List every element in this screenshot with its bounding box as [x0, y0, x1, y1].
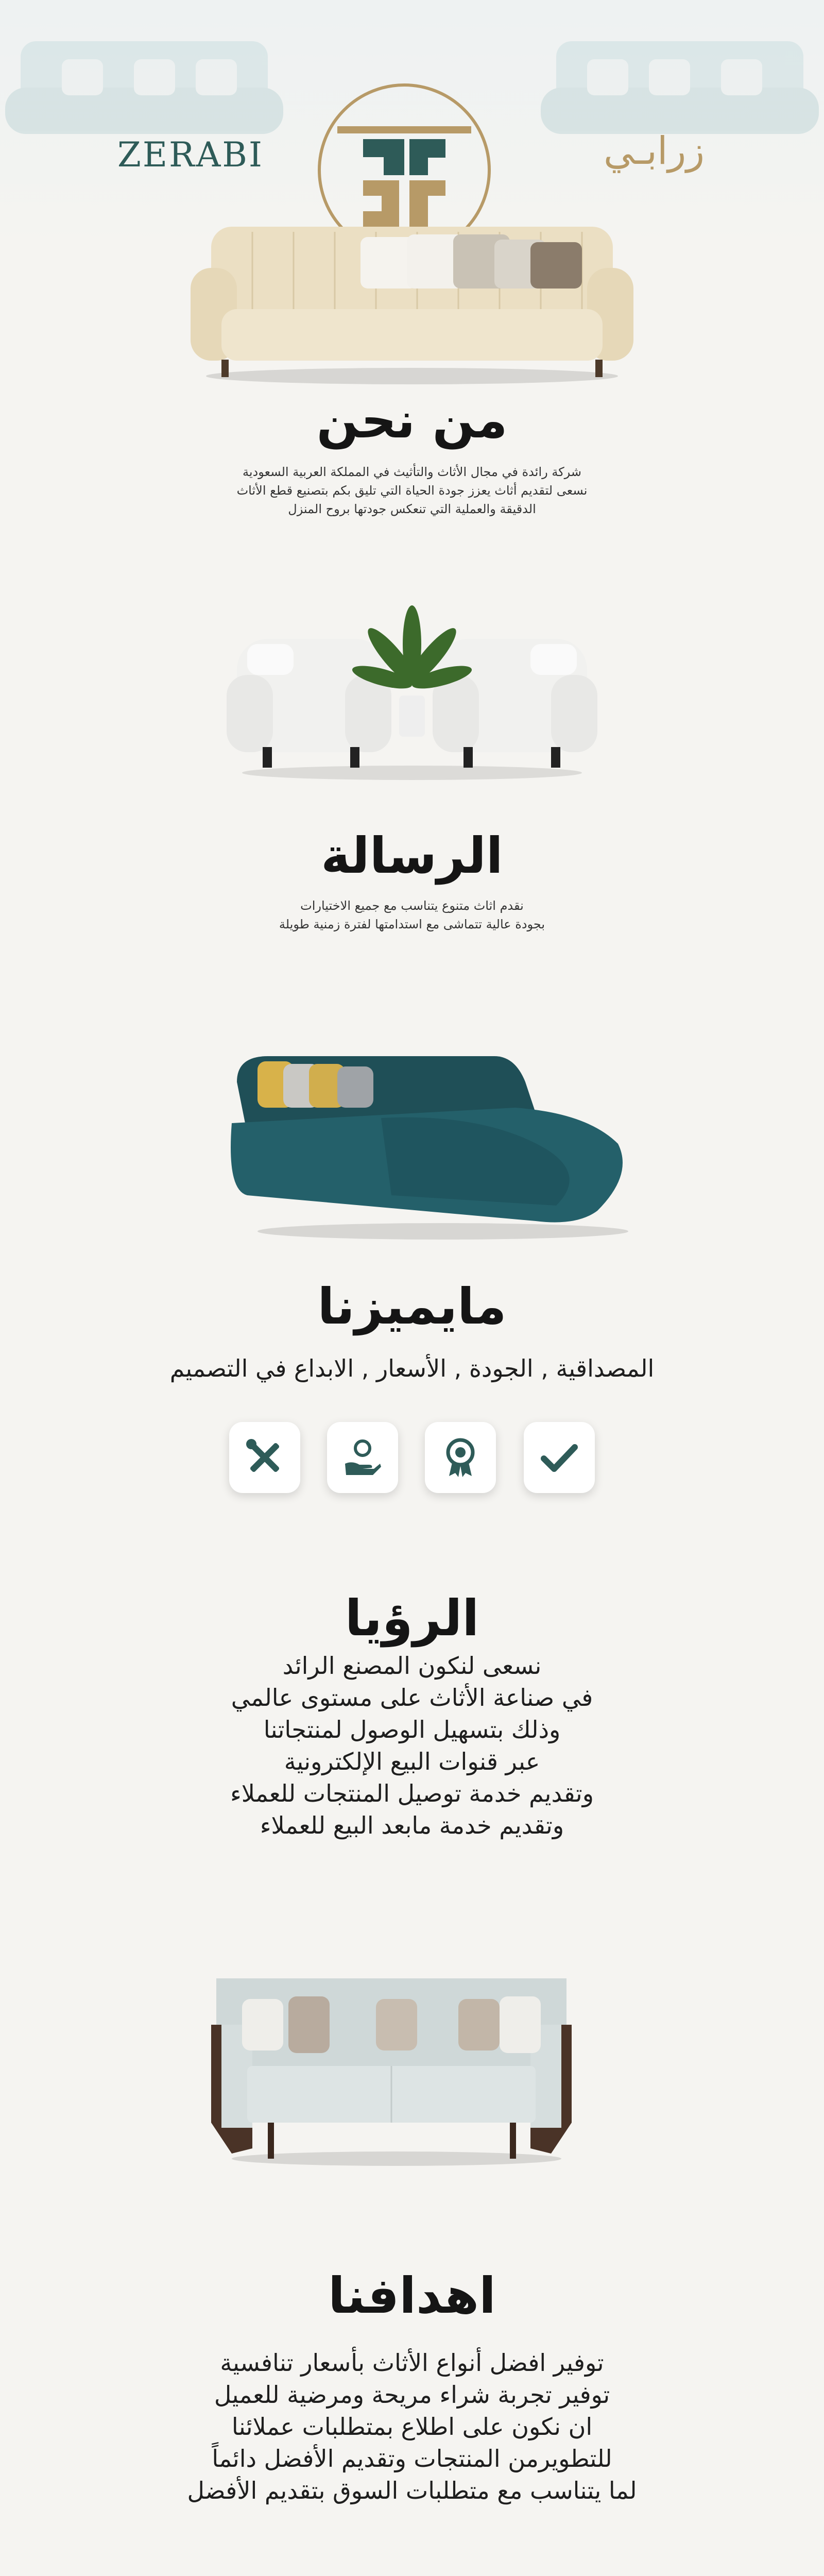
mission-title: الرسالة [321, 827, 503, 885]
checkmark-icon [539, 1437, 580, 1478]
feature-icons-row [229, 1422, 595, 1499]
goals-title: اهدافنا [328, 2267, 496, 2325]
teal-curved-sofa-image [227, 1041, 633, 1247]
cream-sofa-image [191, 211, 633, 386]
goals-line-2: توفير تجربة شراء مريحة ومرضية للعميل [214, 2381, 610, 2409]
vision-line-3: وذلك بتسهيل الوصول لمنتجاتنا [263, 1716, 561, 1743]
award-ribbon-icon [440, 1437, 481, 1478]
goals-line-5: لما يتناسب مع متطلبات السوق بتقديم الأفضل [187, 2477, 637, 2504]
goals-line-3: ان نكون على اطلاع بمتطلبات عملائنا [231, 2413, 593, 2441]
vision-line-4: عبر قنوات البيع الإلكترونية [284, 1748, 540, 1775]
tools-icon [244, 1437, 285, 1478]
about-line-2: نسعى لتقديم أثاث يعزز جودة الحياة التي تليق بكم بتصنيع قطع الأثاث [236, 483, 588, 498]
brand-name-english: ZERABI [117, 135, 264, 175]
features-title: مايميزنا [317, 1278, 507, 1335]
delivery-truck-image [221, 2566, 618, 2576]
feature-credibility-tile [524, 1422, 595, 1493]
armchairs-with-plant-image [227, 577, 597, 783]
feature-price-tile [327, 1422, 398, 1493]
features-subtitle: المصداقية , الجودة , الأسعار , الابداع في التصميم [169, 1354, 655, 1382]
vision-line-1: نسعى لنكون المصنع الرائد [282, 1652, 542, 1680]
feature-tools-tile [229, 1422, 300, 1493]
brand-name-arabic: زرابـي [604, 129, 705, 173]
vision-title: الرؤيا [345, 1589, 479, 1647]
mission-line-1: نقدم اثاث متنوع يتناسب مع جميع الاختيارات [300, 899, 524, 913]
background-sofa-image-left [0, 31, 288, 149]
feature-quality-tile [425, 1422, 496, 1493]
grey-sofa-image [211, 1968, 572, 2174]
vision-line-5: وتقديم خدمة توصيل المنتجات للعملاء [230, 1780, 594, 1807]
about-line-1: شركة رائدة في مجال الأثاث والتأثيث في المملكة العربية السعودية [242, 465, 581, 479]
hand-coin-icon [342, 1437, 383, 1478]
about-line-3: الدقيقة والعملية التي تنعكس جودتها بروح المنزل [288, 502, 536, 516]
vision-line-2: في صناعة الأثاث على مستوى عالمي [231, 1684, 593, 1711]
goals-line-4: للتطويرمن المنتجات وتقديم الأفضل دائماً [212, 2445, 612, 2472]
vision-line-6: وتقديم خدمة مابعد البيع للعملاء [260, 1811, 564, 1839]
goals-line-1: توفير افضل أنواع الأثاث بأسعار تنافسية [220, 2349, 604, 2377]
about-title: من نحن [316, 392, 508, 449]
mission-line-2: بجودة عالية تتماشى مع استدامتها لفترة زمنية طويلة [279, 917, 545, 931]
